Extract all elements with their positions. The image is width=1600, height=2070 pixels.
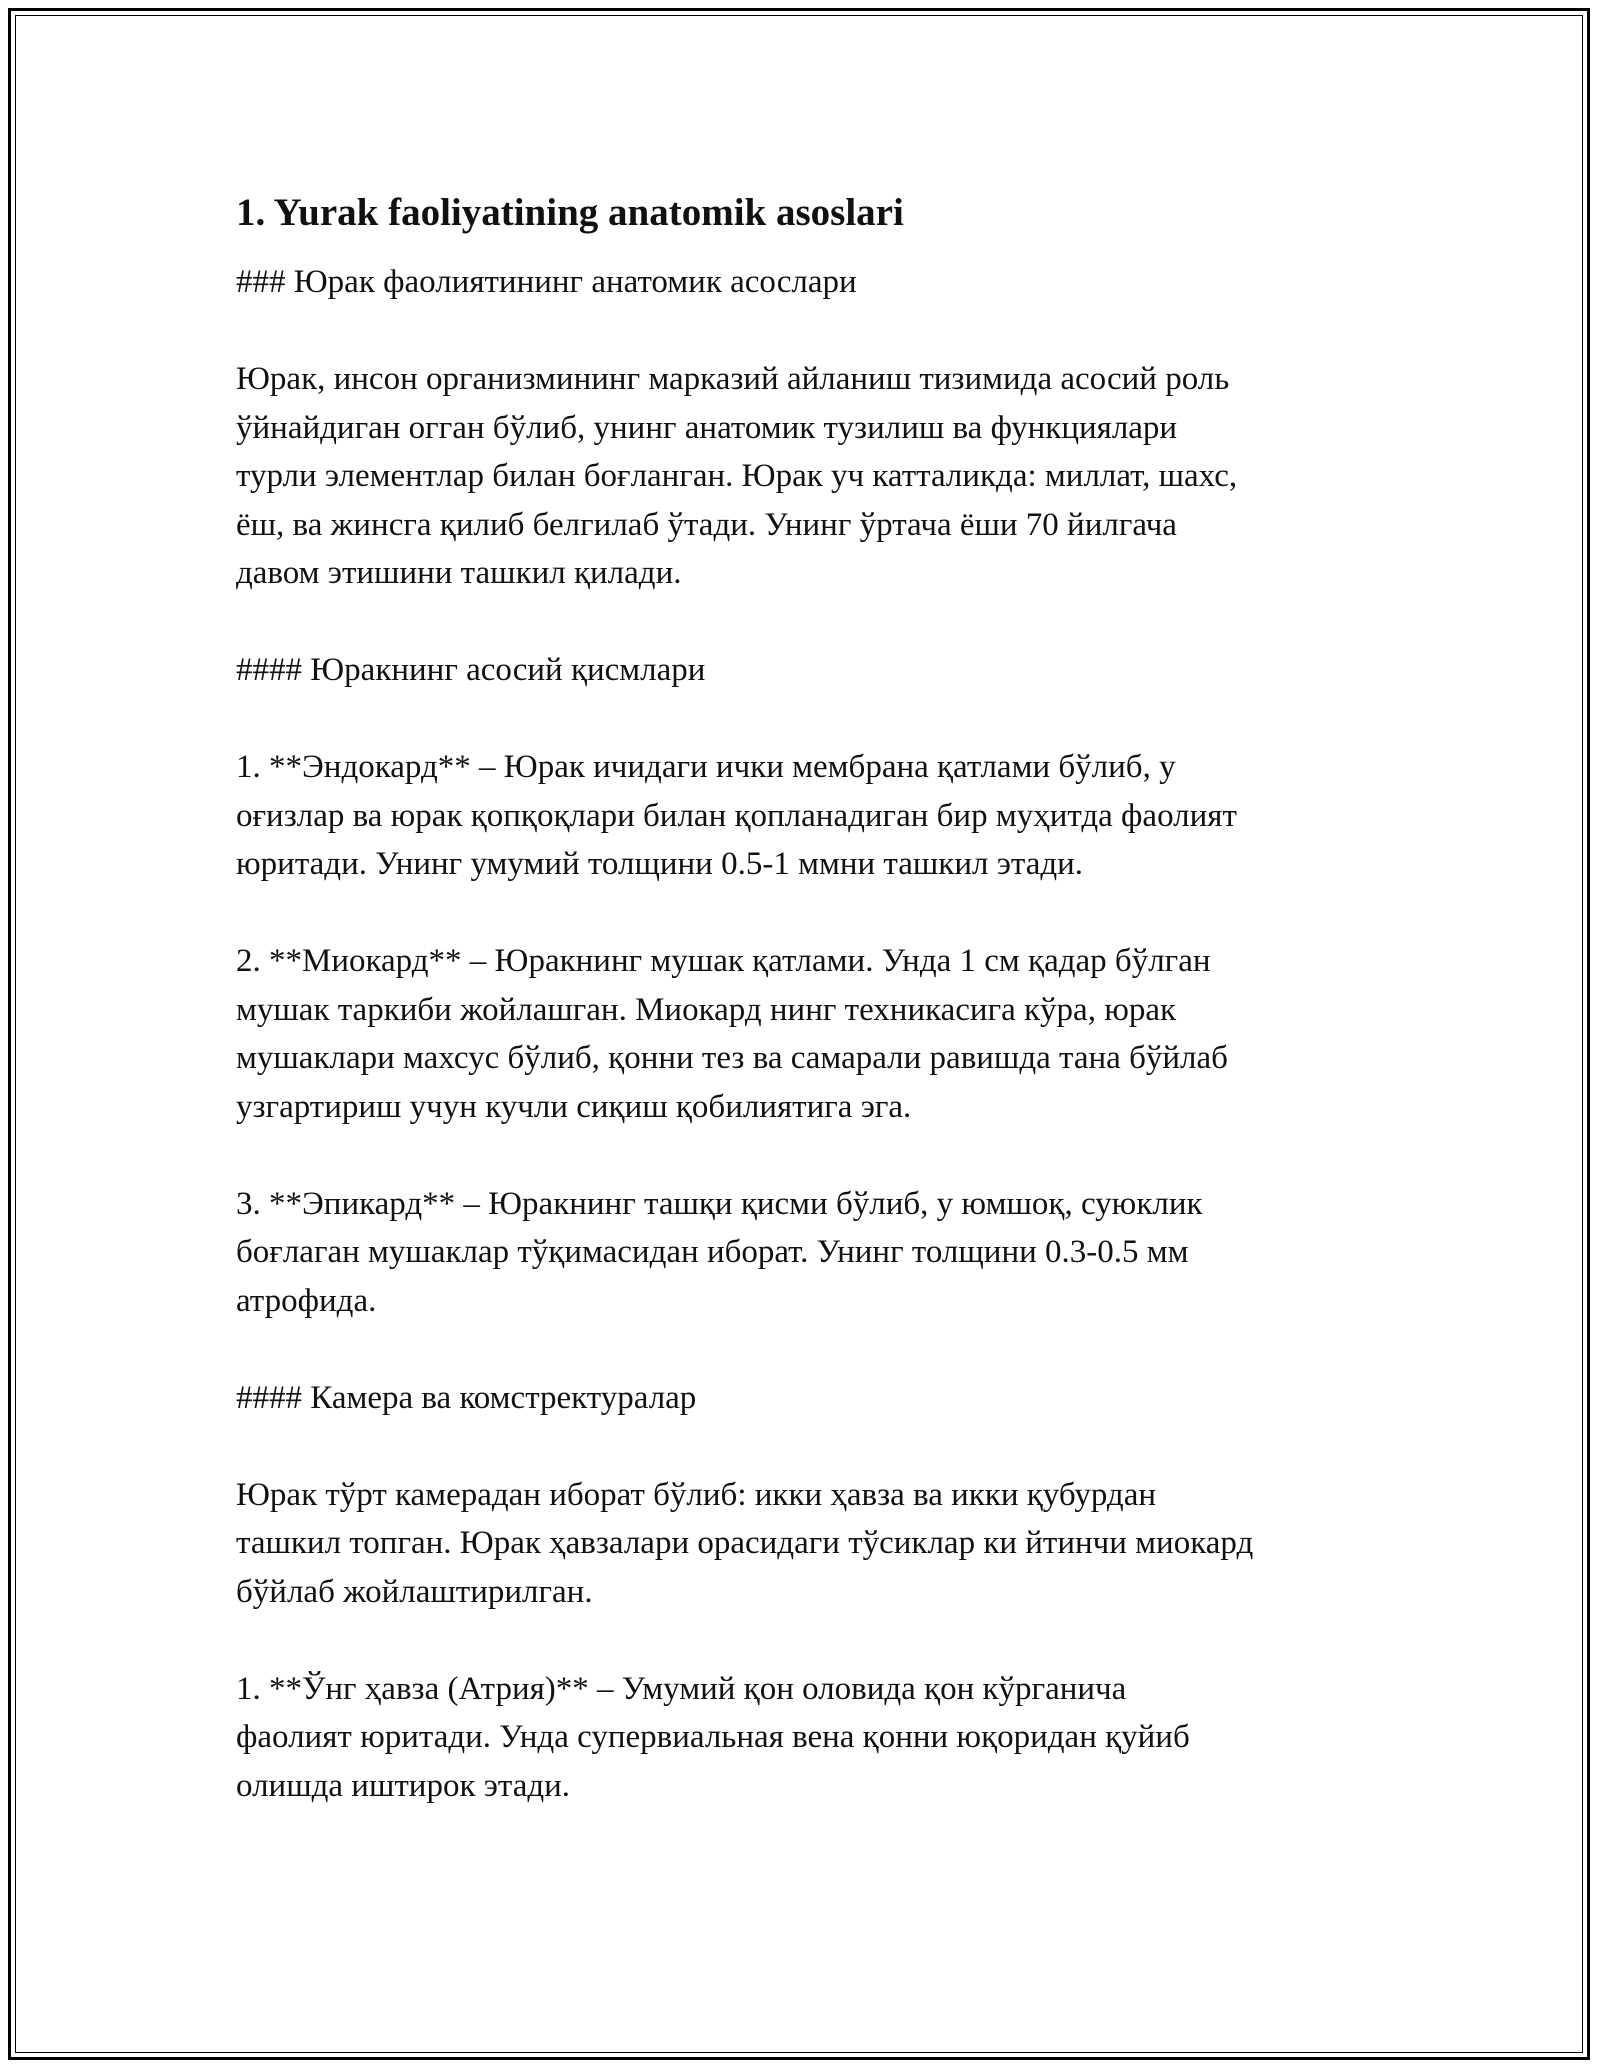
subsection-heading-chambers: #### Камера ва комстректуралар: [236, 1379, 697, 1416]
list-item-right-atrium: 1. **Ўнг ҳавза (Атрия)** – Умумий қон оловида қон кўрганича фаолият юритади. Унда супервиальная вена қонни юқоридан қуйиб олишда иштирок этади.: [236, 1670, 1190, 1804]
paragraph-gap: [236, 307, 1376, 356]
intro-paragraph: Юрак, инсон организмининг марказий айланиш тизимида асосий роль ўйнайдиган огган бўлиб, унинг анатомик тузилиш ва функциялари турли элементлар билан боғланган. Юрак уч катталикда: миллат, шахс, ёш, ва жинсга қилиб белгилаб ўтади. Унинг ўртача ёши 70 йилгача давом этишини ташкил қилади.: [236, 361, 1238, 591]
paragraph-gap: [236, 695, 1376, 744]
paragraph-gap: [236, 889, 1376, 938]
list-item-endocardium: 1. **Эндокард** – Юрак ичидаги ички мембрана қатлами бўлиб, у оғизлар ва юрак қопқоқлари билан қопланадиган бир муҳитда фаолият юритади. Унинг умумий толщини 0.5-1 ммни ташкил этади.: [236, 749, 1237, 882]
paragraph-gap: [236, 1422, 1376, 1471]
chambers-paragraph: Юрак тўрт камерадан иборат бўлиб: икки ҳавза ва икки қубурдан ташкил топган. Юрак ҳавзалари орасидаги тўсиклар ки йтинчи миокард бўйлаб жойлаштирилган.: [236, 1476, 1254, 1610]
paragraph-gap: [236, 598, 1376, 647]
paragraph-gap: [236, 1616, 1376, 1665]
list-item-myocardium: 2. **Миокард** – Юракнинг мушак қатлами. Унда 1 см қадар бўлган мушак таркиби жойлашган. Миокард нинг техникасига кўра, юрак мушаклари махсус бўлиб, қонни тез ва самарали равишда тана бўйлаб узгартириш учун кучли сиқиш қобилиятига эга.: [236, 943, 1228, 1125]
section-heading: ### Юрак фаолиятининг анатомик асослари: [236, 264, 857, 300]
list-item-epicardium: 3. **Эпикард** – Юракнинг ташқи қисми бўлиб, у юмшоқ, суюклик боғлаган мушаклар тўқимасидан иборат. Унинг толщини 0.3-0.5 мм атрофида.: [236, 1185, 1203, 1319]
subsection-heading-parts: #### Юракнинг асосий қисмлари: [236, 652, 706, 688]
paragraph-gap: [236, 1131, 1376, 1180]
document-title: 1. Yurak faoliyatining anatomik asoslari: [236, 191, 904, 234]
document-body: [236, 186, 1376, 1810]
paragraph-gap: [236, 1325, 1376, 1374]
